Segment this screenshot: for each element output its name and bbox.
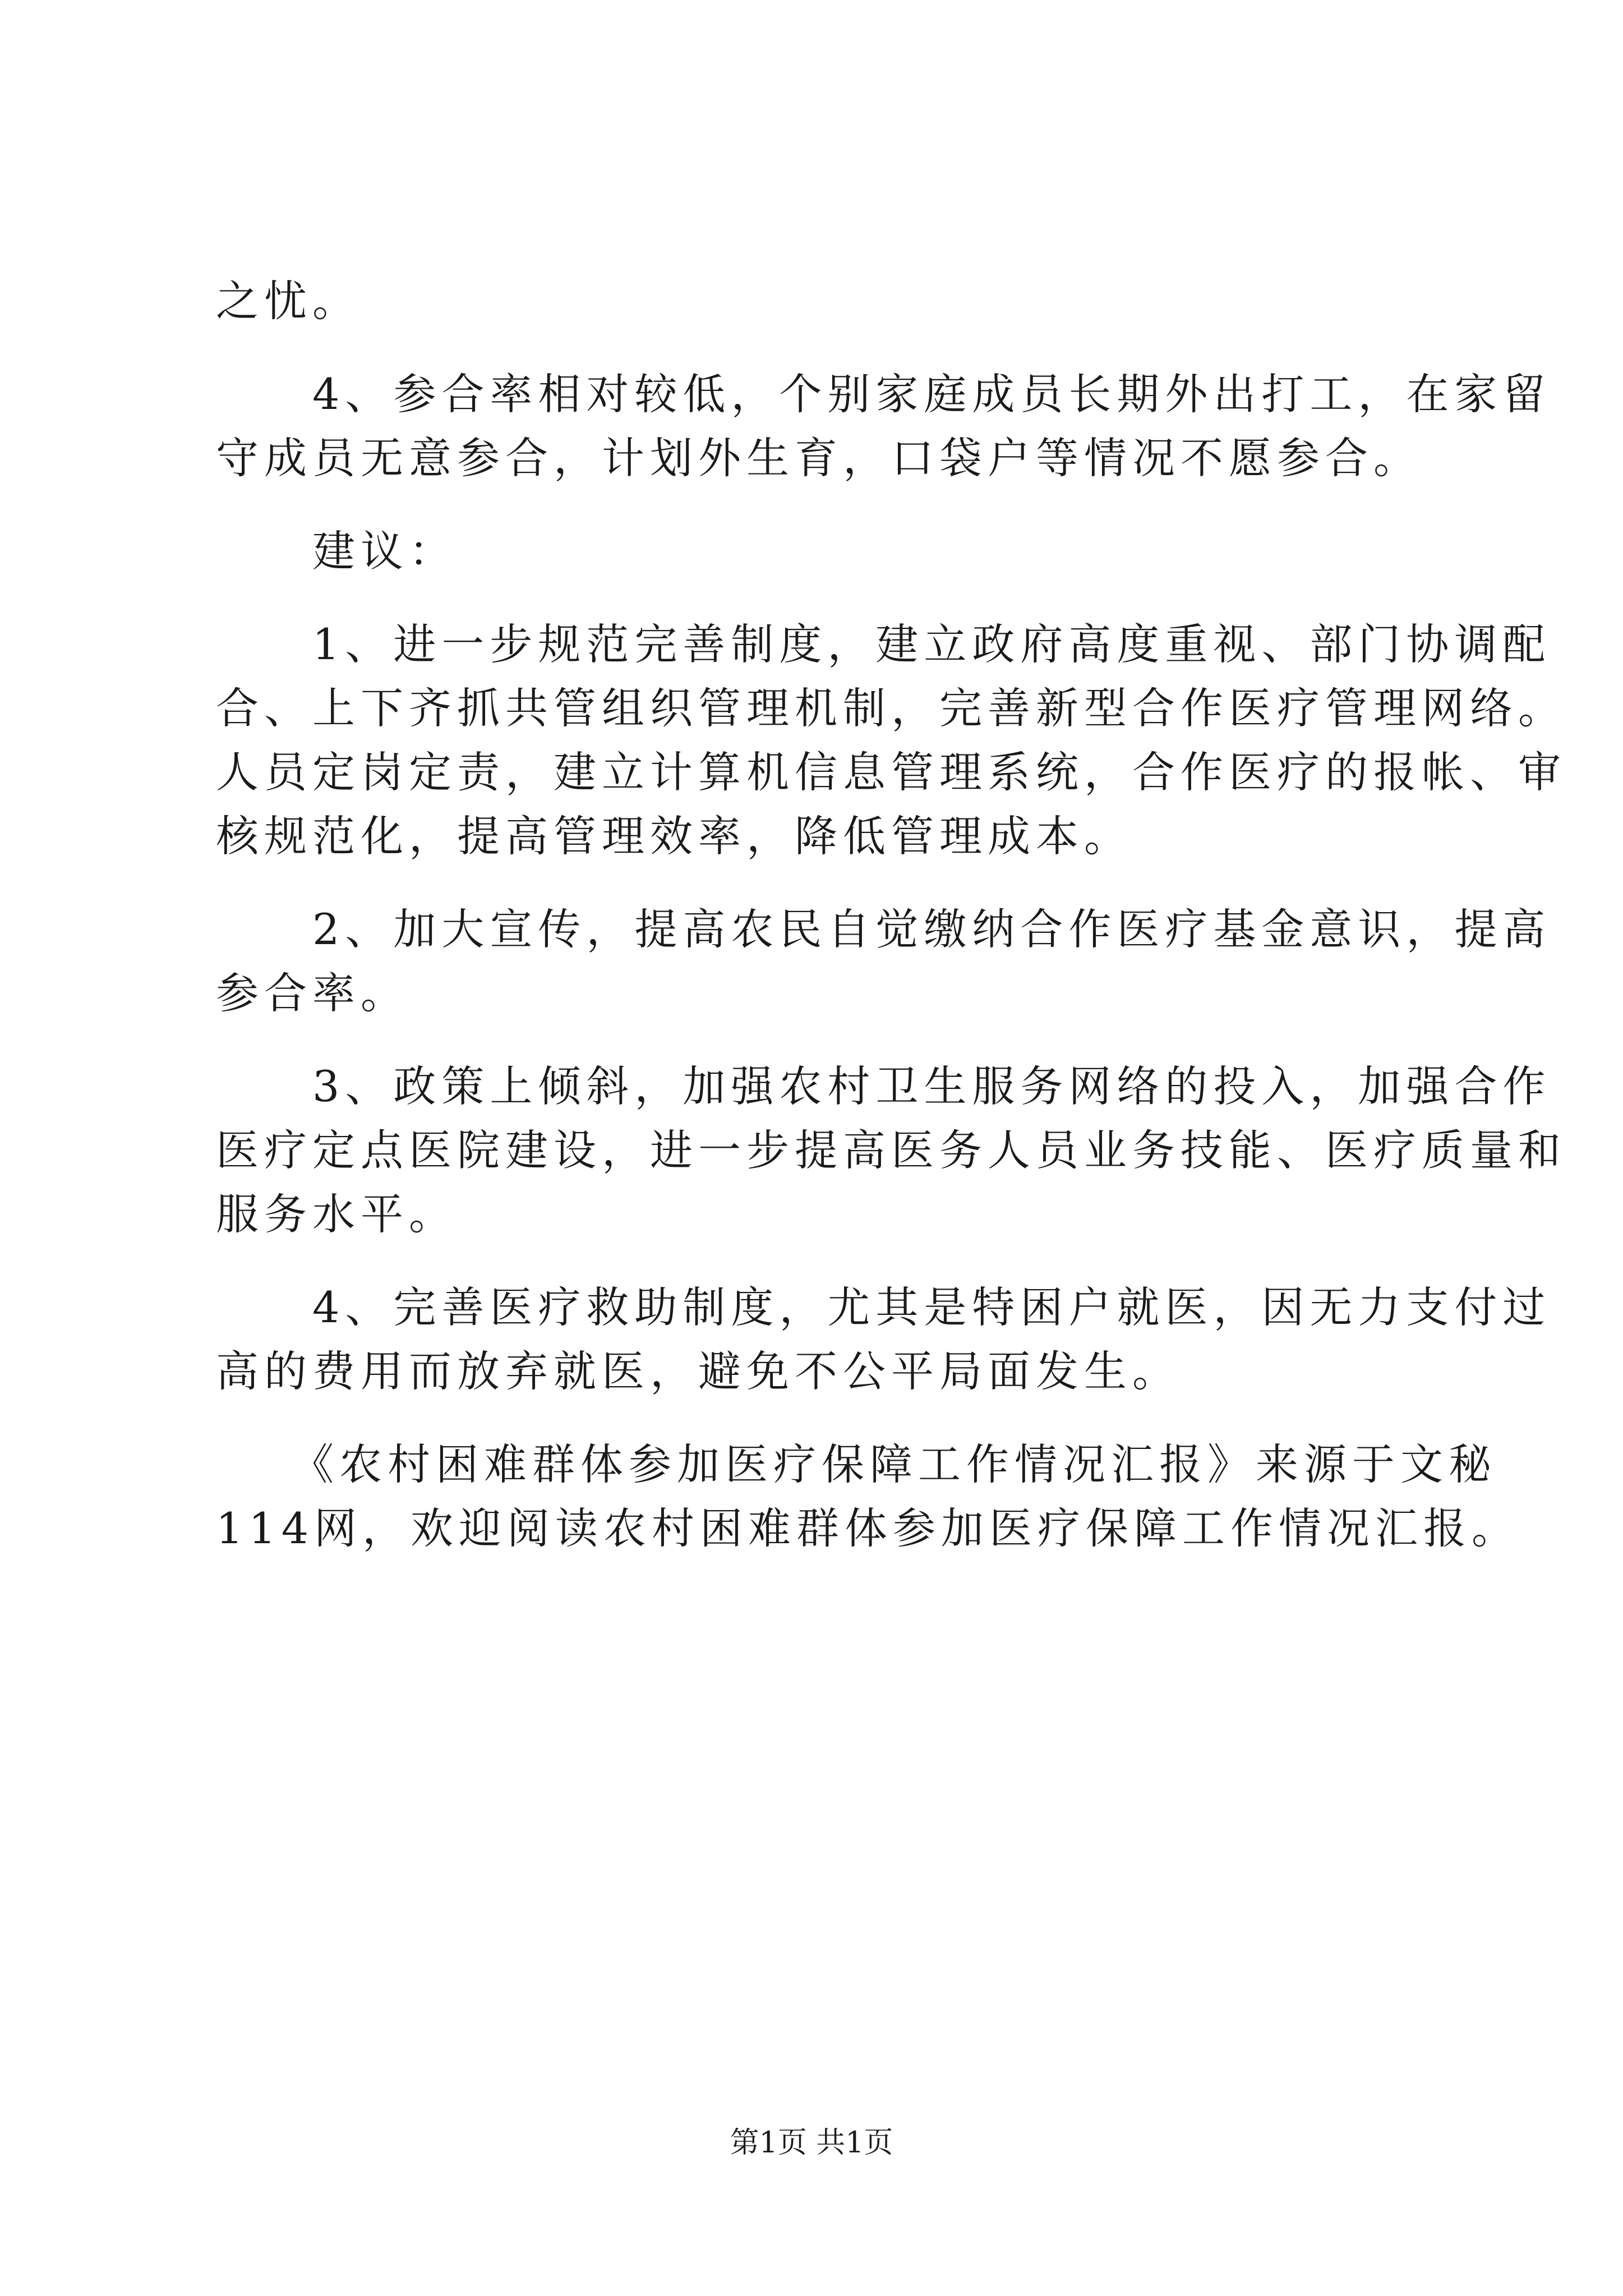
text-line: 4、参合率相对较低，个别家庭成员长期外出打工，在家留	[216, 369, 1551, 419]
text-line: 2、加大宣传，提高农民自觉缴纳合作医疗基金意识，提高	[216, 904, 1551, 954]
text-line: 核规范化，提高管理效率，降低管理成本。	[216, 811, 1132, 861]
text-line: 1、进一步规范完善制度，建立政府高度重视、部门协调配	[216, 619, 1551, 669]
text-line: 之忧。	[216, 276, 361, 326]
text-line: 《农村困难群体参加医疗保障工作情况汇报》来源于文秘	[216, 1439, 1497, 1489]
text-line: 守成员无意参合，计划外生育，口袋户等情况不愿参合。	[216, 433, 1422, 483]
text-line: 4、完善医疗救助制度，尤其是特困户就医，因无力支付过	[216, 1282, 1551, 1332]
text-line: 3、政策上倾斜，加强农村卫生服务网络的投入，加强合作	[216, 1061, 1551, 1111]
text-line: 参合率。	[216, 968, 409, 1018]
text-line: 高的费用而放弃就医，避免不公平局面发生。	[216, 1346, 1181, 1396]
text-line: 服务水平。	[216, 1189, 457, 1239]
page-footer: 第1页 共1页	[730, 2126, 893, 2160]
body-text	[216, 269, 1566, 1561]
text-line: 人员定岗定责，建立计算机信息管理系统，合作医疗的报帐、审	[216, 747, 1566, 797]
text-line: 建议：	[216, 526, 457, 576]
text-line: 114网，欢迎阅读农村困难群体参加医疗保障工作情况汇报。	[216, 1503, 1520, 1553]
text-line: 医疗定点医院建设，进一步提高医务人员业务技能、医疗质量和	[216, 1125, 1566, 1175]
text-line: 合、上下齐抓共管组织管理机制，完善新型合作医疗管理网络。	[216, 683, 1566, 733]
